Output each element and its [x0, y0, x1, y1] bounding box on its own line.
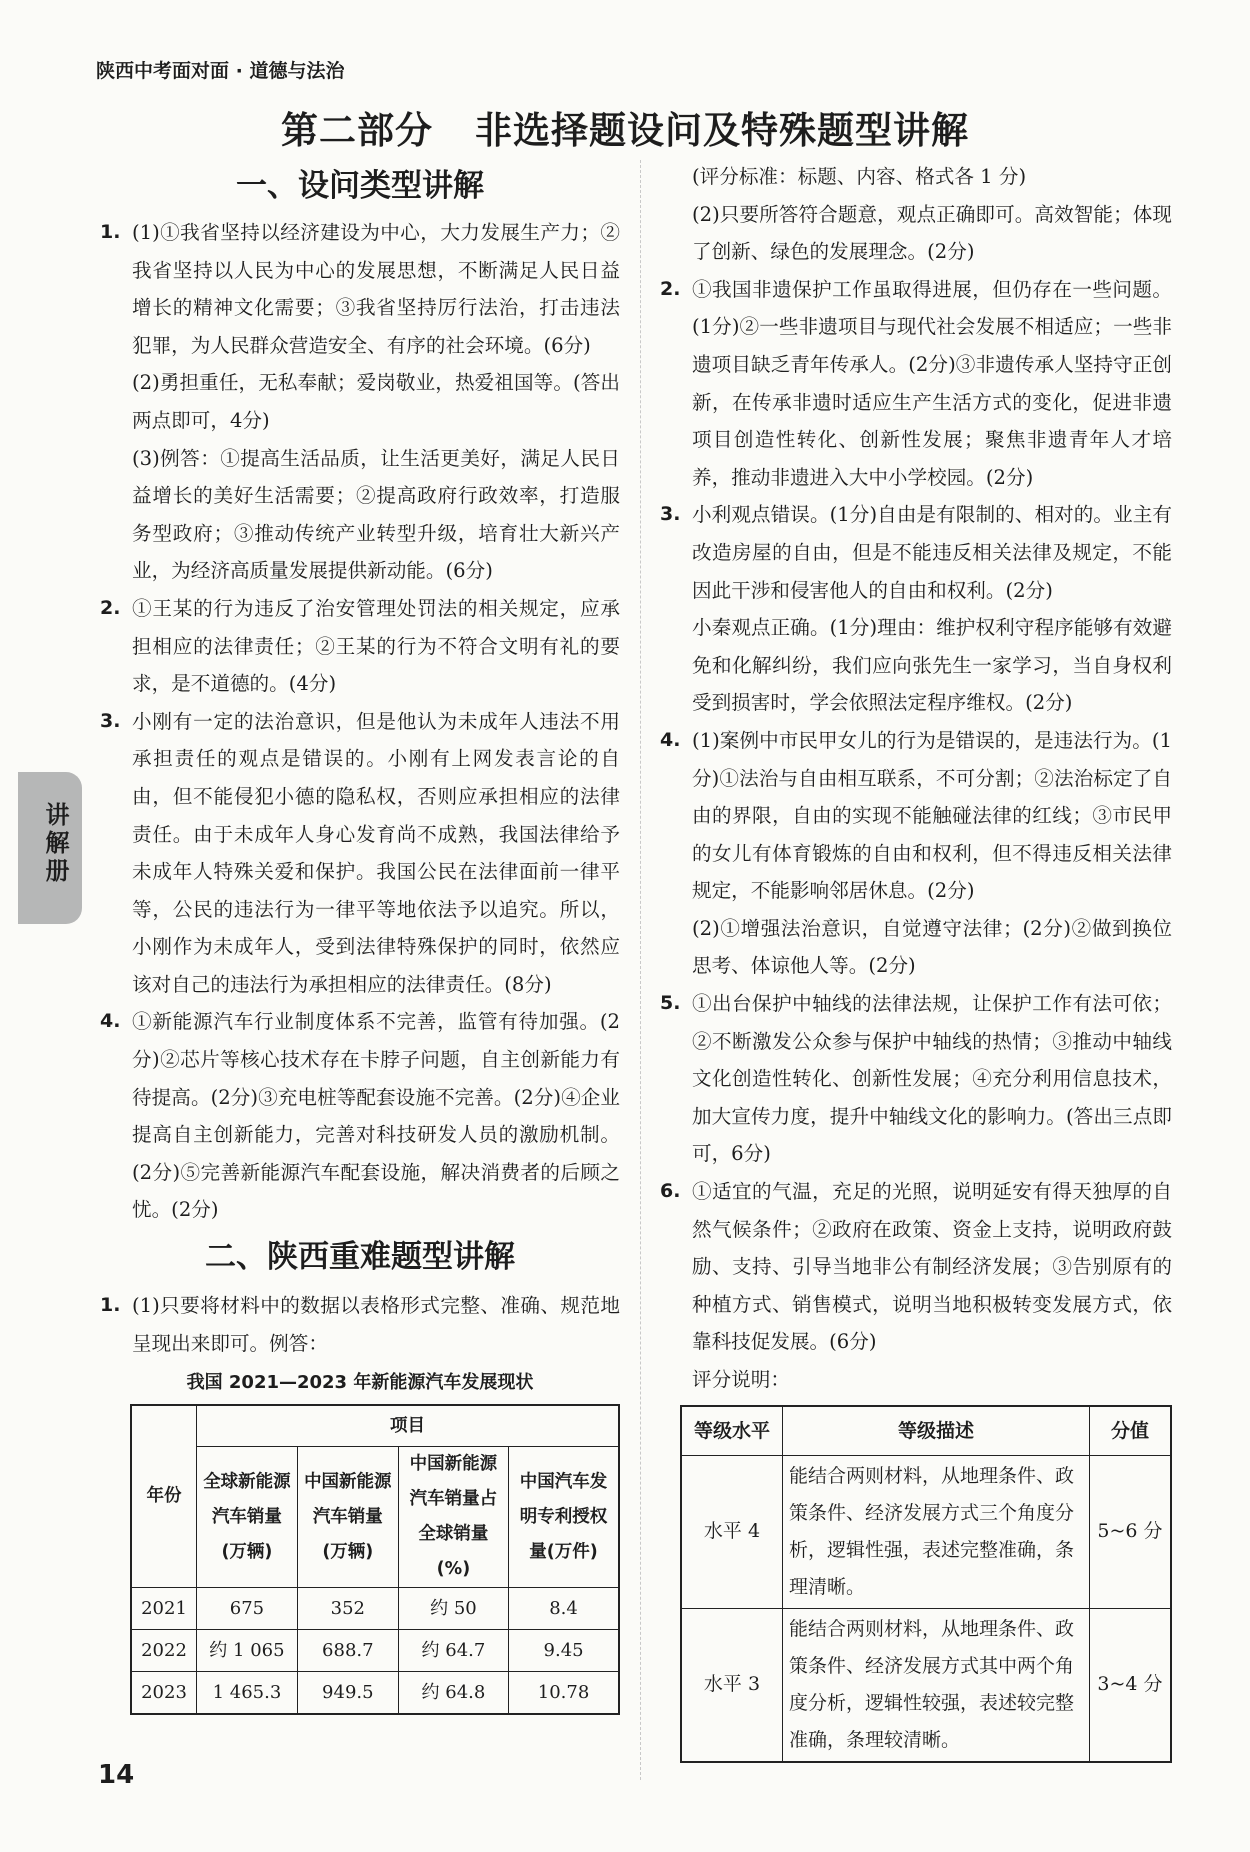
- item-number: 3.: [660, 503, 681, 526]
- answer-text: 小秦观点正确。(1分)理由：维护权利守程序能够有效避免和化解纠纷，我们应向张先生一家学习，当自身权利受到损害时，学会依照法定程序维权。(2分): [692, 616, 1172, 715]
- table-row: [131, 1672, 619, 1715]
- item-number: 3.: [100, 709, 121, 732]
- table-row: [131, 1630, 619, 1672]
- eval-table: [680, 1405, 1172, 1763]
- answer-text: (评分标准：标题、内容、格式各 1 分): [692, 165, 1027, 188]
- answer-text: (2)①增强法治意识，自觉遵守法律；(2分)②做到换位思考、体谅他人等。(2分): [692, 916, 1172, 978]
- table-cell: 约 64.7: [398, 1630, 508, 1672]
- table-header-year: 年份: [131, 1405, 197, 1588]
- table-cell: 约 50: [398, 1588, 508, 1630]
- table-cell: 5~6 分: [1090, 1455, 1172, 1608]
- table-cell: 约 64.8: [398, 1672, 508, 1715]
- item-number: 2.: [100, 596, 121, 619]
- answer-item: [100, 214, 620, 590]
- table-cell: 688.7: [297, 1630, 398, 1672]
- table-header: 分值: [1090, 1406, 1172, 1456]
- answer-text: (1)案例中市民甲女儿的行为是错误的，是违法行为。(1分)①法治与自由相互联系，不可分割；②法治标定了自由的界限，自由的实现不能触碰法律的红线；③市民甲的女儿有体育锻炼的自由和权利，但不得违反相关法律规定，不能影响邻居休息。(2分): [692, 728, 1172, 903]
- answer-text: 小刚有一定的法治意识，但是他认为未成年人违法不用承担责任的观点是错误的。小刚有上网发表言论的自由，但不能侵犯小德的隐私权，否则应承担相应的法律责任。由于未成年人身心发育尚不成熟，我国法律给予未成年人特殊关爱和保护。我国公民在法律面前一律平等，公民的违法行为一律平等地依法予以追究。所以，小刚作为未成年人，受到法律特殊保护的同时，依然应该对自己的违法行为承担相应的法律责任。(8分): [132, 709, 620, 996]
- answer-text: ①出台保护中轴线的法律法规，让保护工作有法可依；②不断激发公众参与保护中轴线的热情；③推动中轴线文化创造性转化、创新性发展；④充分利用信息技术，加大宣传力度，提升中轴线文化的影响力。(答出三点即可，6分): [692, 992, 1172, 1166]
- item-number: 1.: [100, 221, 121, 243]
- answer-text: ①新能源汽车行业制度体系不完善，监管有待加强。(2分)②芯片等核心技术存在卡脖子问题，自主创新能力有待提高。(2分)③充电桩等配套设施不完善。(2分)④企业提高自主创新能力，完善对科技研发人员的激励机制。(2分)⑤完善新能源汽车配套设施，解决消费者的后顾之忧。(2分): [132, 1010, 620, 1222]
- answer-item: [660, 496, 1172, 722]
- table-cell: 9.45: [509, 1630, 619, 1672]
- table-header: 等级水平: [681, 1406, 783, 1456]
- answer-text: ①我国非遗保护工作虽取得进展，但仍存在一些问题。(1分)②一些非遗项目与现代社会发展不相适应；一些非遗项目缺乏青年传承人。(2分)③非遗传承人坚持守正创新，在传承非遗时适应生产生活方式的变化，促进非遗项目创造性转化、创新性发展；聚焦非遗青年人才培养，推动非遗进入大中小学校园。(2分): [692, 277, 1172, 489]
- table-cell: 约 1 065: [197, 1630, 298, 1672]
- right-column: [660, 158, 1172, 1763]
- left-column: [100, 160, 620, 1715]
- page-number: 14: [98, 1760, 135, 1790]
- table-cell: 3~4 分: [1090, 1608, 1172, 1762]
- table-cell: 2022: [131, 1630, 197, 1672]
- table-cell: 能结合两则材料，从地理条件、政策条件、经济发展方式其中两个角度分析，逻辑性较强，表述较完整准确，条理较清晰。: [783, 1608, 1090, 1762]
- table-cell: 8.4: [509, 1588, 619, 1630]
- answer-text: (2)勇担重任，无私奉献；爱岗敬业，热爱祖国等。(答出两点即可，4分): [132, 371, 620, 432]
- answer-item: [100, 590, 620, 703]
- table-cell: 675: [197, 1588, 298, 1630]
- table-cell: 949.5: [297, 1672, 398, 1715]
- side-tab-label: 讲解册: [41, 802, 69, 886]
- item-number: 5.: [660, 992, 681, 1015]
- answer-text: (1)只要将材料中的数据以表格形式完整、准确、规范地呈现出来即可。例答：: [132, 1294, 620, 1355]
- part-name: 非选择题设问及特殊题型讲解: [475, 109, 969, 152]
- eval-label: 评分说明：: [692, 1368, 790, 1391]
- answer-item: [100, 1287, 620, 1362]
- answer-item: [660, 271, 1172, 497]
- table-header: 中国新能源汽车销量(万辆): [297, 1447, 398, 1588]
- part-label: 第二部分: [281, 109, 433, 152]
- item-number: 1.: [100, 1294, 121, 1317]
- table-header: 等级描述: [783, 1406, 1090, 1456]
- table-header: 中国汽车发明专利授权量(万件): [509, 1447, 619, 1588]
- table-cell: 2023: [131, 1672, 197, 1715]
- table-row: [131, 1588, 619, 1630]
- answer-text: 小利观点错误。(1分)自由是有限制的、相对的。业主有改造房屋的自由，但是不能违反相关法律及规定，不能因此干涉和侵害他人的自由和权利。(2分): [692, 503, 1172, 602]
- item-number: 6.: [660, 1180, 681, 1203]
- section2-title: 二、陕西重难题型讲解: [205, 1239, 515, 1276]
- column-divider: [640, 160, 641, 1780]
- table-row: [681, 1608, 1171, 1762]
- answer-item: [660, 985, 1172, 1173]
- page-title: [0, 100, 1250, 154]
- answer-item: [100, 1003, 620, 1229]
- answer-item: [660, 1173, 1172, 1361]
- table-cell: 352: [297, 1588, 398, 1630]
- table-cell: 1 465.3: [197, 1672, 298, 1715]
- data-table: [130, 1404, 620, 1715]
- answer-text: (1)①我省坚持以经济建设为中心，大力发展生产力；②我省坚持以人民为中心的发展思想，不断满足人民日益增长的精神文化需要；③我省坚持厉行法治，打击违法犯罪，为人民群众营造安全、有序的社会环境。(6分): [132, 221, 620, 357]
- table-cell: 能结合两则材料，从地理条件、政策条件、经济发展方式三个角度分析，逻辑性强，表述完整准确，条理清晰。: [783, 1455, 1090, 1608]
- item-number: 2.: [660, 277, 681, 300]
- table-title: 我国 2021—2023 年新能源汽车发展现状: [186, 1372, 534, 1394]
- table-header-group: 项目: [197, 1405, 620, 1447]
- answer-item: [660, 722, 1172, 985]
- answer-text: ①适宜的气温，充足的光照，说明延安有得天独厚的自然气候条件；②政府在政策、资金上支持，说明政府鼓励、支持、引导当地非公有制经济发展；③告别原有的种植方式、销售模式，说明当地积极转变发展方式，依靠科技促发展。(6分): [692, 1180, 1172, 1354]
- answer-text: ①王某的行为违反了治安管理处罚法的相关规定，应承担相应的法律责任；②王某的行为不符合文明有礼的要求，是不道德的。(4分): [132, 596, 620, 696]
- page-header: 陕西中考面对面 · 道德与法治: [96, 60, 345, 82]
- side-tab[interactable]: [18, 772, 82, 924]
- item-number: 4.: [660, 728, 681, 751]
- answer-text: (2)只要所答符合题意，观点正确即可。高效智能；体现了创新、绿色的发展理念。(2分): [692, 202, 1172, 264]
- table-row: [681, 1455, 1171, 1608]
- answer-item: [100, 703, 620, 1004]
- table-header: 全球新能源汽车销量(万辆): [197, 1447, 298, 1588]
- table-cell: 水平 3: [681, 1608, 783, 1762]
- table-header: 中国新能源汽车销量占全球销量(%): [398, 1447, 508, 1588]
- answer-text: (3)例答：①提高生活品质，让生活更美好，满足人民日益增长的美好生活需要；②提高政府行政效率，打造服务型政府；③推动传统产业转型升级，培育壮大新兴产业，为经济高质量发展提供新动能。(6分): [132, 446, 620, 583]
- section1-title: 一、设问类型讲解: [236, 168, 484, 204]
- table-cell: 2021: [131, 1588, 197, 1630]
- table-cell: 水平 4: [681, 1455, 783, 1608]
- item-number: 4.: [100, 1010, 121, 1033]
- table-cell: 10.78: [509, 1672, 619, 1715]
